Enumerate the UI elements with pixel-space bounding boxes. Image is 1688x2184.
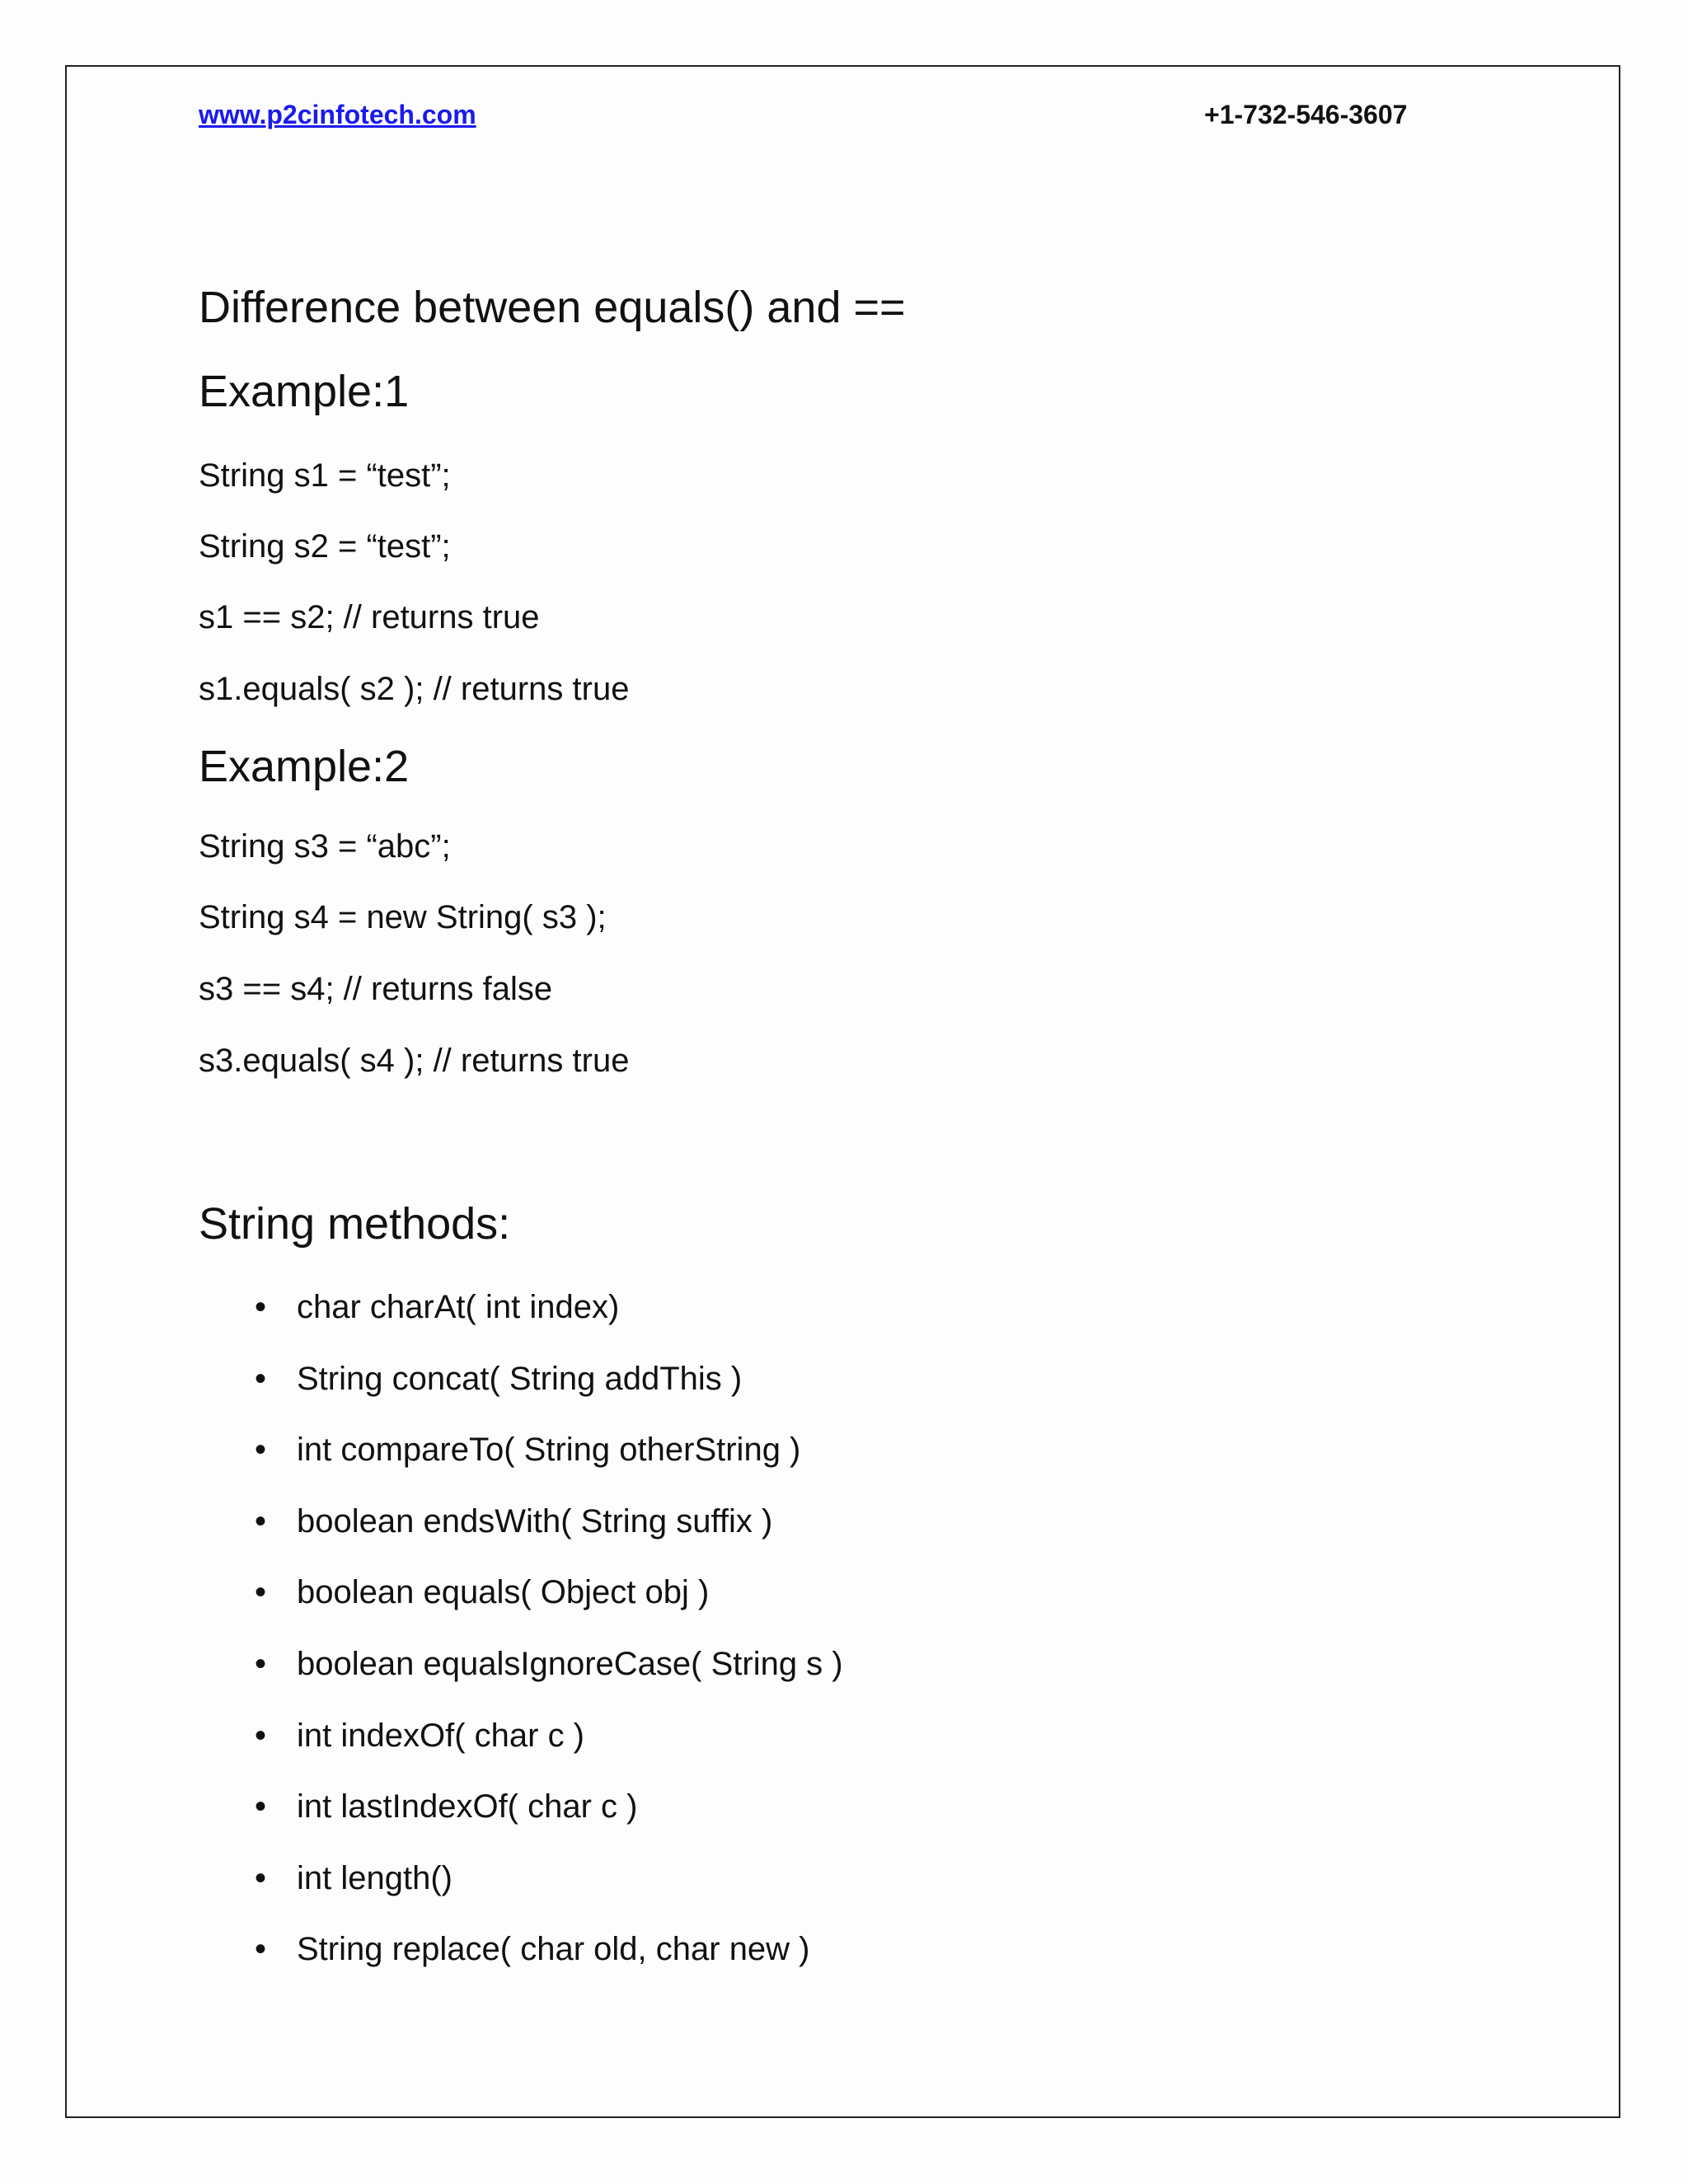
example-1-heading: Example:1 bbox=[199, 367, 410, 416]
method-signature: int compareTo( String otherString ) bbox=[297, 1432, 801, 1468]
example-1-line: s1.equals( s2 ); // returns true bbox=[199, 671, 630, 707]
method-signature: boolean endsWith( String suffix ) bbox=[297, 1503, 773, 1540]
example-1-line: String s2 = “test”; bbox=[199, 528, 451, 565]
bullet-icon: • bbox=[254, 1432, 266, 1468]
method-signature: int lastIndexOf( char c ) bbox=[297, 1788, 638, 1825]
bullet-icon: • bbox=[254, 1788, 266, 1825]
bullet-icon: • bbox=[254, 1860, 266, 1896]
example-2-line: s3 == s4; // returns false bbox=[199, 971, 553, 1007]
example-1-line: s1 == s2; // returns true bbox=[199, 599, 540, 635]
bullet-icon: • bbox=[254, 1503, 266, 1540]
example-2-line: String s4 = new String( s3 ); bbox=[199, 899, 607, 935]
bullet-icon: • bbox=[254, 1931, 266, 1967]
method-signature: int length() bbox=[297, 1860, 452, 1896]
bullet-icon: • bbox=[254, 1574, 266, 1610]
bullet-icon: • bbox=[254, 1361, 266, 1397]
methods-heading: String methods: bbox=[199, 1199, 511, 1249]
example-2-line: String s3 = “abc”; bbox=[199, 828, 451, 865]
method-signature: String concat( String addThis ) bbox=[297, 1361, 743, 1397]
phone-number: +1-732-546-3607 bbox=[1204, 100, 1408, 129]
website-link[interactable]: www.p2cinfotech.com bbox=[199, 100, 476, 129]
bullet-icon: • bbox=[254, 1289, 266, 1325]
section-title: Difference between equals() and == bbox=[199, 283, 906, 332]
method-signature: boolean equals( Object obj ) bbox=[297, 1574, 710, 1610]
bullet-icon: • bbox=[254, 1718, 266, 1754]
method-signature: char charAt( int index) bbox=[297, 1289, 620, 1325]
method-signature: boolean equalsIgnoreCase( String s ) bbox=[297, 1646, 843, 1682]
method-signature: int indexOf( char c ) bbox=[297, 1718, 585, 1754]
method-signature: String replace( char old, char new ) bbox=[297, 1931, 810, 1967]
example-2-line: s3.equals( s4 ); // returns true bbox=[199, 1043, 630, 1079]
bullet-icon: • bbox=[254, 1646, 266, 1682]
example-1-line: String s1 = “test”; bbox=[199, 457, 451, 494]
example-2-heading: Example:2 bbox=[199, 742, 410, 791]
